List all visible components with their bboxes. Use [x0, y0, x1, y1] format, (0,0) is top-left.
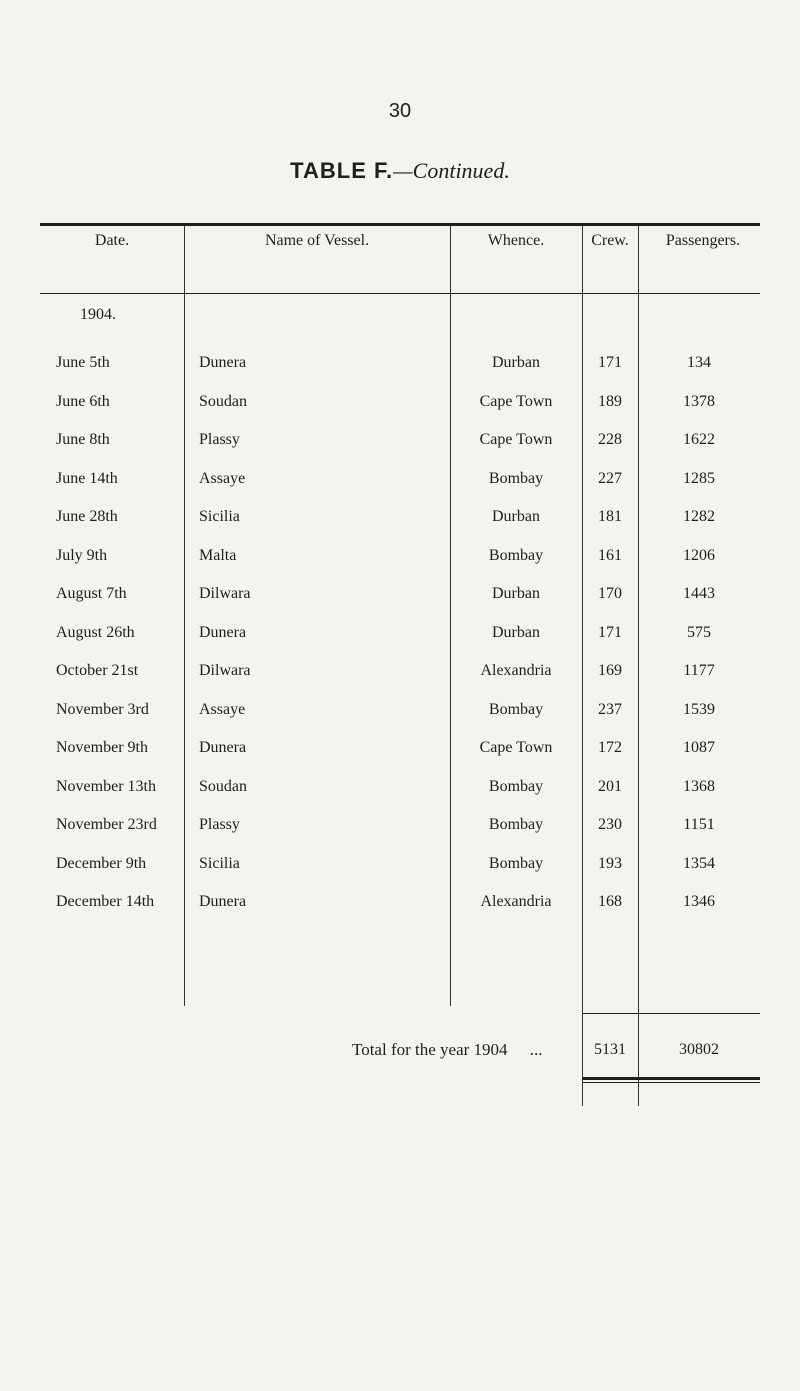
row-whence: Bombay	[488, 816, 544, 833]
row-vessel: Sicilia	[199, 508, 240, 525]
row-whence: Alexandria	[480, 662, 552, 679]
row-crew: 171	[598, 354, 622, 371]
row-date: November 9th	[56, 739, 148, 756]
row-passengers: 134	[687, 354, 711, 371]
row-passengers: 1087	[683, 739, 715, 756]
header-crew: Crew.	[591, 232, 629, 249]
row-vessel: Malta	[199, 546, 237, 564]
column-divider	[184, 226, 185, 1006]
row-crew: 201	[598, 777, 622, 795]
row-crew: 227	[598, 469, 622, 487]
row-date: November 23rd	[56, 816, 157, 833]
row-crew: 172	[598, 739, 622, 756]
row-date: December 14th	[56, 893, 155, 910]
row-vessel: Plassy	[199, 816, 240, 833]
top-rule	[40, 223, 760, 226]
row-vessel: Dilwara	[199, 585, 251, 602]
row-crew: 181	[598, 508, 622, 525]
row-crew: 169	[598, 662, 622, 679]
row-passengers: 1378	[683, 392, 715, 410]
row-vessel: Soudan	[199, 392, 247, 410]
row-vessel: Assaye	[199, 700, 246, 718]
row-crew: 237	[598, 700, 622, 718]
total-leader: ...	[529, 1040, 543, 1059]
row-date: June 8th	[56, 431, 110, 448]
row-whence: Durban	[492, 508, 540, 525]
year-label: 1904.	[80, 306, 116, 323]
row-whence: Cape Town	[479, 739, 553, 756]
row-whence: Bombay	[488, 700, 544, 718]
row-passengers: 1368	[683, 777, 715, 795]
row-passengers: 1346	[683, 893, 715, 910]
row-vessel: Assaye	[199, 469, 246, 487]
row-date: July 9th	[56, 546, 108, 564]
row-vessel: Sicilia	[199, 854, 240, 872]
row-passengers: 575	[687, 623, 711, 641]
row-crew: 161	[598, 546, 622, 564]
row-whence: Cape Town	[479, 431, 553, 448]
bottom-rule	[582, 1077, 760, 1080]
total-label-text: Total for the year 1904	[352, 1040, 508, 1059]
row-date: November 13th	[56, 777, 156, 795]
row-passengers: 1282	[683, 508, 715, 525]
column-divider	[450, 226, 451, 1006]
row-vessel: Plassy	[199, 431, 240, 448]
row-vessel: Soudan	[199, 777, 247, 795]
table-title-continued: —Continued.	[393, 158, 510, 183]
row-passengers: 1177	[683, 662, 715, 679]
bottom-rule-secondary	[582, 1082, 760, 1083]
header-whence: Whence.	[487, 232, 545, 249]
row-vessel: Dunera	[199, 354, 247, 371]
total-crew: 5131	[594, 1041, 626, 1058]
row-vessel: Dilwara	[199, 662, 251, 679]
row-vessel: Dunera	[199, 623, 247, 641]
row-passengers: 1539	[683, 700, 715, 718]
table-title-main: TABLE F.	[290, 158, 394, 183]
row-passengers: 1285	[683, 469, 715, 487]
row-crew: 170	[598, 585, 622, 602]
row-vessel: Dunera	[199, 739, 247, 756]
row-whence: Bombay	[488, 469, 544, 487]
row-crew: 171	[598, 623, 622, 641]
row-passengers: 1151	[683, 816, 715, 833]
row-passengers: 1206	[683, 546, 715, 564]
row-date: June 6th	[56, 392, 110, 410]
row-crew: 189	[598, 392, 622, 410]
row-date: June 5th	[56, 354, 110, 371]
row-passengers: 1622	[683, 431, 715, 448]
header-passengers: Passengers.	[665, 232, 741, 249]
row-date: August 7th	[56, 585, 127, 602]
row-passengers: 1354	[683, 854, 715, 872]
header-date: Date.	[94, 232, 130, 249]
row-whence: Alexandria	[480, 893, 552, 910]
header-rule	[40, 293, 760, 294]
row-date: August 26th	[56, 623, 135, 641]
header-vessel: Name of Vessel.	[264, 232, 370, 249]
row-date: June 28th	[56, 508, 118, 525]
total-label	[352, 1040, 543, 1060]
row-date: June 14th	[56, 469, 118, 487]
row-whence: Durban	[492, 585, 540, 602]
page-number: 30	[388, 100, 412, 122]
row-whence: Durban	[492, 354, 540, 371]
row-whence: Bombay	[488, 777, 544, 795]
row-date: November 3rd	[56, 700, 149, 718]
row-whence: Durban	[492, 623, 540, 641]
row-whence: Bombay	[488, 546, 544, 564]
row-date: October 21st	[56, 662, 139, 679]
row-crew: 168	[598, 893, 622, 910]
row-whence: Bombay	[488, 854, 544, 872]
row-passengers: 1443	[683, 585, 715, 602]
row-crew: 230	[598, 816, 622, 833]
row-vessel: Dunera	[199, 893, 247, 910]
row-whence: Cape Town	[479, 392, 553, 410]
total-rule	[582, 1013, 760, 1014]
row-crew: 228	[598, 431, 622, 448]
row-date: December 9th	[56, 854, 147, 872]
row-crew: 193	[598, 854, 622, 872]
table-title	[0, 158, 800, 184]
total-passengers: 30802	[679, 1041, 719, 1058]
